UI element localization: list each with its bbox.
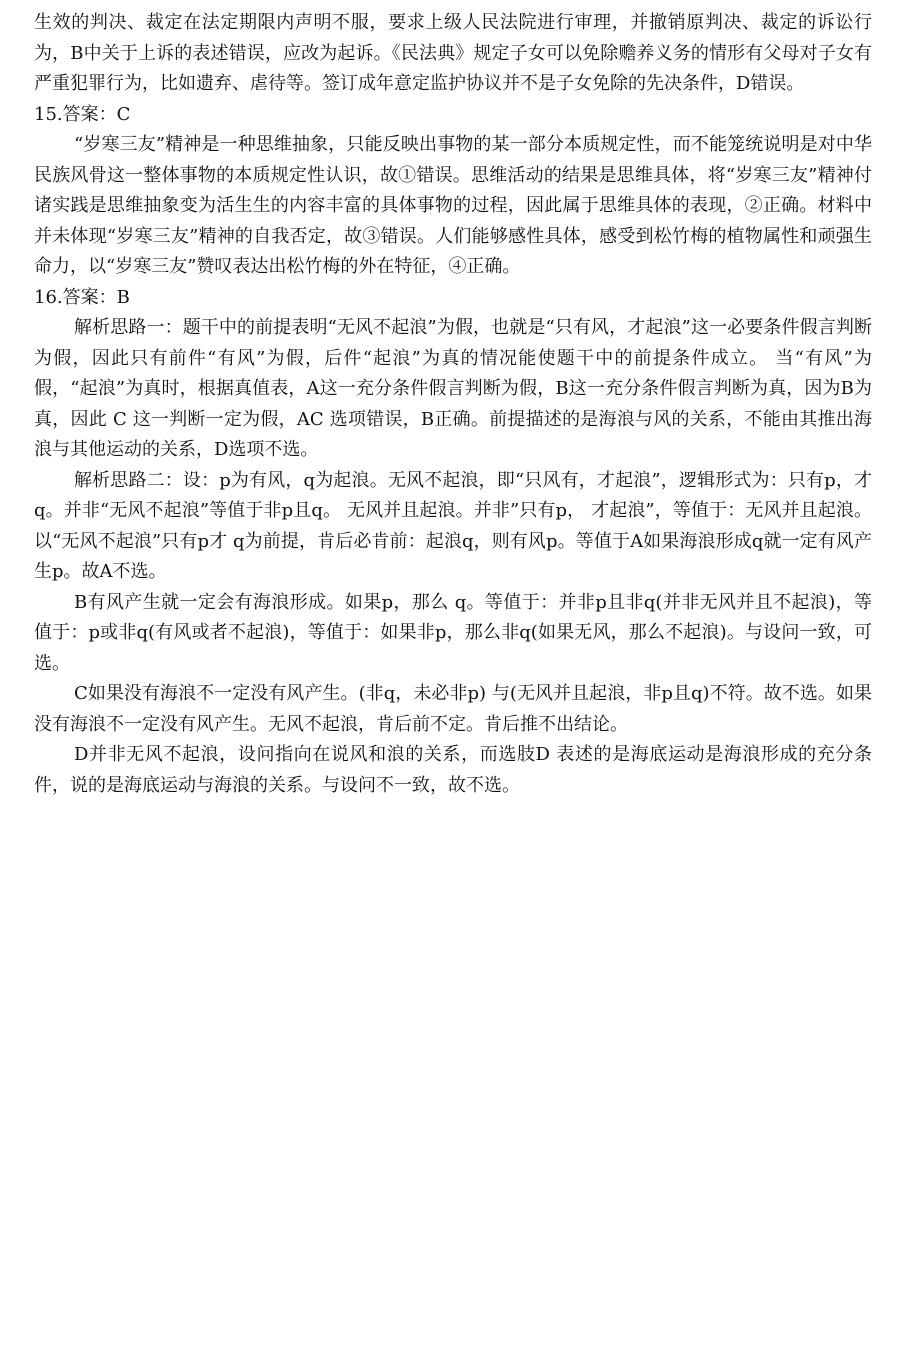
q16-approach-one: 解析思路一：题干中的前提表明“无风不起浪”为假，也就是“只有风，才起浪”这一必要条件假言判断为假，因此只有前件“有风”为假，后件“起浪”为真的情况能使题干中的前提条件成立。 当“有风”为假，“起浪”为真时，根据真值表，A这一充分条件假言判断为假，B这一充分条件假言判断为真，因为B为真，因此 C 这一判断一定为假，AC 选项错误，B正确。前提描述的是海浪与风的关系，不能由其推出海浪与其他运动的关系，D选项不选。: [34, 317, 872, 460]
document-page: [34, 8, 872, 801]
q16-option-b: B有风产生就一定会有海浪形成。如果p，那么 q。等值于：并非p且非q(并非无风并且不起浪)，等值于：p或非q(有风或者不起浪)，等值于：如果非p，那么非q(如果无风，那么不起浪)。与设问一致，可选。: [34, 591, 872, 674]
q16-option-c: C如果没有海浪不一定没有风产生。(非q，未必非p) 与(无风并且起浪，非p且q)不符。故不选。如果没有海浪不一定没有风产生。无风不起浪，肯后前不定。肯后推不出结论。: [34, 683, 872, 735]
intro-paragraph: 生效的判决、裁定在法定期限内声明不服，要求上级人民法院进行审理，并撤销原判决、裁定的诉讼行为，B中关于上诉的表述错误，应改为起诉。《民法典》规定子女可以免除赡养义务的情形有父母对子女有严重犯罪行为，比如遗弃、虐待等。签订成年意定监护协议并不是子女免除的先决条件，D错误。: [34, 12, 872, 94]
q16-approach-two: 解析思路二：设：p为有风，q为起浪。无风不起浪，即“只风有，才起浪”，逻辑形式为：只有p，才 q。并非“无风不起浪”等值于非p且q。 无风并且起浪。并非”只有p， 才起浪”，等值于：无风并且起浪。 以“无风不起浪”只有p才 q为前提，肯后必肯前：起浪q，则有风p。等值于A如果海浪形成q就一定有风产生p。故A不选。: [34, 469, 872, 582]
q16-answer: 16.答案：B: [34, 286, 130, 308]
q15-answer: 15.答案：C: [34, 103, 131, 125]
q15-explanation: “岁寒三友”精神是一种思维抽象，只能反映出事物的某一部分本质规定性，而不能笼统说明是对中华民族风骨这一整体事物的本质规定性认识，故①错误。思维活动的结果是思维具体，将“岁寒三友”精神付诸实践是思维抽象变为活生生的内容丰富的具体事物的过程，因此属于思维具体的表现，②正确。材料中并未体现“岁寒三友”精神的自我否定，故③错误。人们能够感性具体，感受到松竹梅的植物属性和顽强生命力，以“岁寒三友”赞叹表达出松竹梅的外在特征，④正确。: [34, 134, 872, 277]
q16-option-d: D并非无风不起浪，设问指向在说风和浪的关系，而选肢D 表述的是海底运动是海浪形成的充分条件，说的是海底运动与海浪的关系。与设问不一致，故不选。: [34, 744, 872, 796]
